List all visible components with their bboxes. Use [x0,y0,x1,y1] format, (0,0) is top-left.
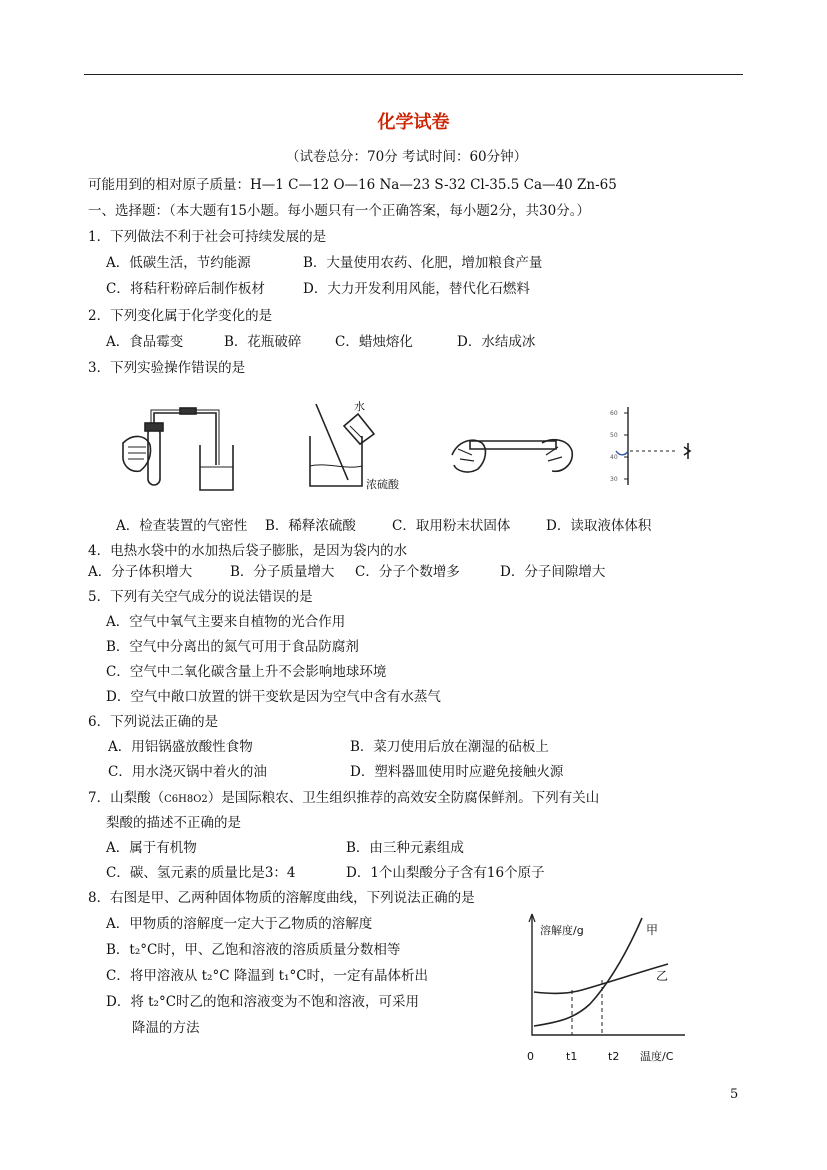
q1-option-c: C．将秸秆粉碎后制作板材 [106,281,265,297]
q6-option-d: D．塑料器皿使用时应避免接触火源 [350,764,564,780]
q4-option-a: A．分子体积增大 [88,564,193,580]
q4-option-c: C．分子个数增多 [355,564,460,580]
q8-stem: 8．右图是甲、乙两种固体物质的溶解度曲线，下列说法正确的是 [88,890,475,906]
q7-stem-pre: 7．山梨酸（ [88,790,165,806]
q2-option-d: D．水结成冰 [457,334,536,350]
curve-yi [534,964,668,993]
q7-stem [88,789,599,809]
figure-read-volume [606,405,696,489]
solubility-chart [520,910,700,1070]
figure-powder-solid [448,425,576,485]
q7-option-d: D．1个山梨酸分子含有16个原子 [346,865,545,881]
chart-ylabel: 溶解度/g [540,924,584,937]
q6-option-b: B．菜刀使用后放在潮湿的砧板上 [350,739,549,755]
q6-stem: 6．下列说法正确的是 [88,714,219,730]
cyl-tick-30: 30 [610,476,618,483]
figure-airtightness-check [118,405,248,497]
q8-option-d-line2: 降温的方法 [132,1020,200,1036]
header-rule [84,74,743,75]
fig-b-acid-label: 浓硫酸 [366,478,399,491]
q8-option-d: D．将 t₂°C时乙的饱和溶液变为不饱和溶液，可采用 [106,994,420,1010]
q5-option-c: C．空气中二氧化碳含量上升不会影响地球环境 [106,664,387,680]
q4-stem: 4．电热水袋中的水加热后袋子膨胀，是因为袋内的水 [88,543,408,559]
q3-option-c: C．取用粉末状固体 [392,518,511,534]
q7-stem-post: ）是国际粮农、卫生组织推荐的高效安全防腐保鲜剂。下列有关山 [207,790,600,806]
cyl-tick-60: 60 [610,410,618,417]
q3-option-a: A．检查装置的气密性 [116,518,248,534]
atomic-masses: 可能用到的相对原子质量：H—1 C—12 O—16 Na—23 S-32 Cl-35.5 Ca—40 Zn-65 [88,177,617,193]
q6-option-c: C．用水浇灭锅中着火的油 [108,764,267,780]
q5-stem: 5．下列有关空气成分的说法错误的是 [88,589,313,605]
section-heading: 一、选择题：（本大题有15小题。每小题只有一个正确答案，每小题2分，共30分。） [88,203,590,219]
q1-stem: 1．下列做法不利于社会可持续发展的是 [88,229,327,245]
q6-option-a: A．用铝锅盛放酸性食物 [108,739,253,755]
q3-option-d: D．读取液体体积 [546,518,652,534]
chart-origin-label: 0 [527,1050,534,1063]
q5-option-a: A．空气中氧气主要来自植物的光合作用 [106,614,346,630]
q8-option-c: C．将甲溶液从 t₂°C 降温到 t₁°C时，一定有晶体析出 [106,968,429,984]
q7-formula: C6H8O2 [164,794,208,805]
q2-option-b: B．花瓶破碎 [224,334,302,350]
q2-stem: 2．下列变化属于化学变化的是 [88,308,273,324]
q1-option-b: B．大量使用农药、化肥，增加粮食产量 [303,255,543,271]
q3-option-b: B．稀释浓硫酸 [265,518,356,534]
q2-option-a: A．食品霉变 [106,334,184,350]
q2-option-c: C．蜡烛熔化 [335,334,413,350]
series-label-yi: 乙 [656,969,669,983]
q7-stem-line2: 梨酸的描述不正确的是 [106,815,241,831]
q1-option-d: D．大力开发利用风能，替代化石燃料 [303,281,530,297]
chart-xlabel: 温度/C [640,1050,674,1063]
figure-dilute-acid [296,396,414,494]
q7-option-a: A．属于有机物 [106,840,197,856]
q1-option-a: A．低碳生活，节约能源 [106,255,251,271]
q8-option-b: B．t₂°C时，甲、乙饱和溶液的溶质质量分数相等 [106,942,401,958]
page-number: 5 [730,1087,739,1102]
q4-option-b: B．分子质量增大 [230,564,335,580]
series-label-jia: 甲 [646,923,659,937]
q5-option-d: D．空气中敞口放置的饼干变软是因为空气中含有水蒸气 [106,689,441,705]
fig-b-water-label: 水 [354,400,365,413]
exam-info: （试卷总分：70分 考试时间：60分钟） [286,149,528,165]
cyl-tick-40: 40 [610,454,618,461]
q8-option-a: A．甲物质的溶解度一定大于乙物质的溶解度 [106,916,373,932]
x-tick-t2: t2 [608,1050,620,1063]
cyl-tick-50: 50 [610,432,618,439]
q7-option-c: C．碳、氢元素的质量比是3：4 [106,865,296,881]
q4-option-d: D．分子间隙增大 [500,564,606,580]
x-tick-t1: t1 [566,1050,578,1063]
q3-stem: 3．下列实验操作错误的是 [88,360,246,376]
q7-option-b: B．由三种元素组成 [346,840,464,856]
exam-title: 化学试卷 [377,112,450,133]
q5-option-b: B．空气中分离出的氮气可用于食品防腐剂 [106,639,359,655]
